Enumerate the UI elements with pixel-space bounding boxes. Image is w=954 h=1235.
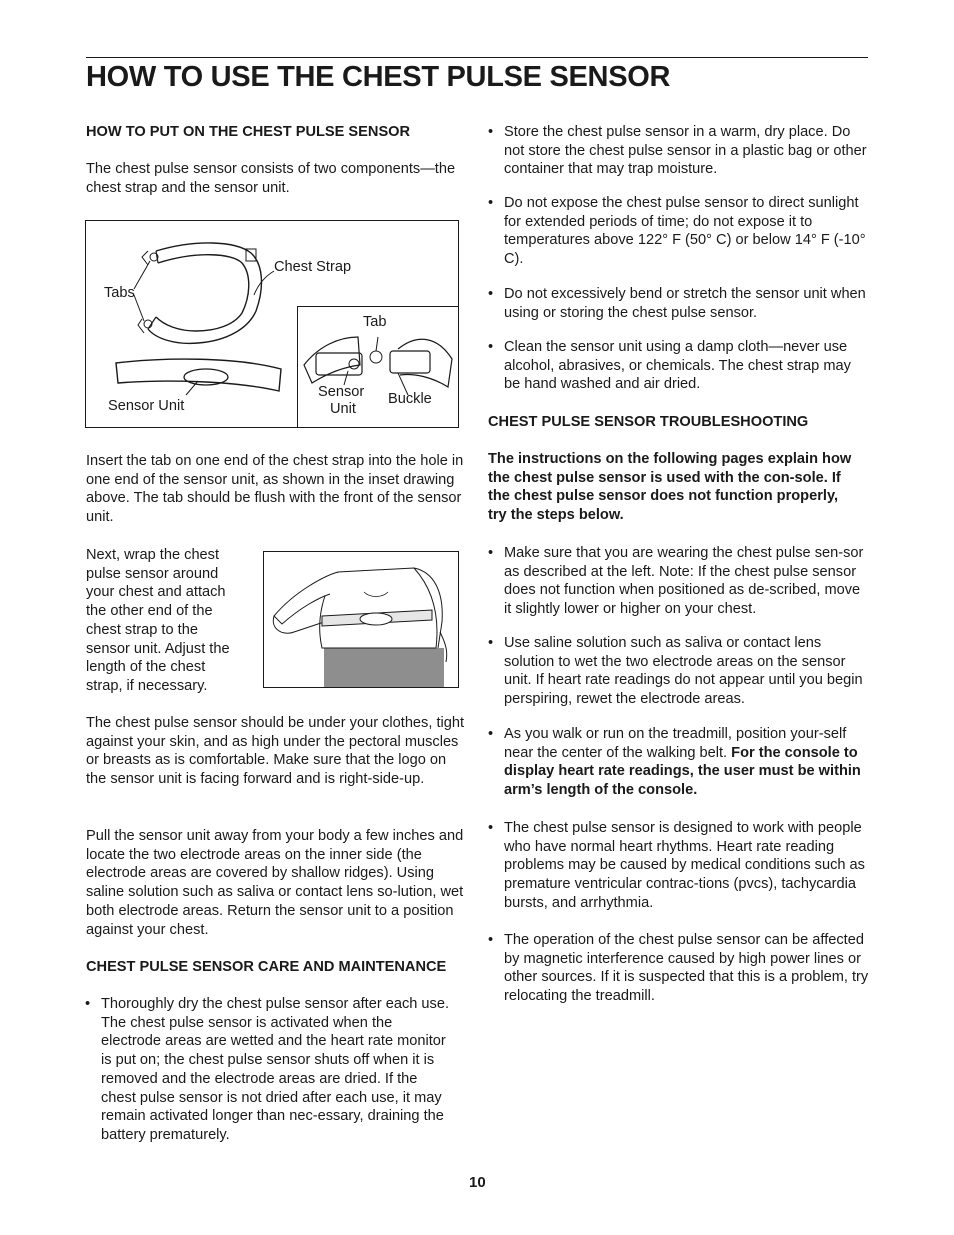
care-bullet-item bbox=[85, 995, 451, 1145]
trouble-bullet-saline bbox=[488, 634, 870, 709]
trouble-bullet-wearing bbox=[488, 544, 870, 619]
bullet-dot: • bbox=[488, 932, 494, 948]
label-sensor-unit: Sensor Unit bbox=[108, 398, 185, 414]
care-bullet-text: Do not expose the chest pulse sensor to direct sunlight for extended periods of time; do not expose it to temperatures above 122° F (50° C) or below 14° F (-10° C). bbox=[504, 195, 866, 268]
care-bullet-text: Thoroughly dry the chest pulse sensor after each use. The chest pulse sensor is activated when the electrode areas are wetted and the heart rate monitor is put on; the chest pulse sensor shuts off when it is removed and the electrode areas are dried. If the chest pulse sensor is not dried after each use, it may remain activated longer than nec-essary, draining the battery prematurely. bbox=[101, 996, 450, 1143]
page-number: 10 bbox=[469, 1174, 486, 1191]
trouble-bullet-text: Make sure that you are wearing the chest pulse sen-sor as described at the left. Note: If the chest pulse sensor does not function when positioned as de-scribed, move it slightly lower or higher on your chest. bbox=[504, 545, 864, 618]
page-title: HOW TO USE THE CHEST PULSE SENSOR bbox=[86, 61, 671, 93]
pull-sensor-paragraph: Pull the sensor unit away from your body a few inches and locate the two electrode areas on the inner side (the electrode areas are covered by shallow ridges). Using saline solution such as saliva or contact lens so-lution, wet both electrode areas. Return the sensor unit to a position against your chest. bbox=[86, 828, 464, 938]
care-bullet-store bbox=[488, 123, 870, 179]
bullet-dot: • bbox=[488, 124, 494, 140]
wearing-sensor-photo bbox=[263, 551, 459, 688]
under-clothes-paragraph: The chest pulse sensor should be under your clothes, tight against your skin, and as high under the pectoral muscles or breasts as is comfortable. Make sure that the logo on the sensor unit is facing forward and is right-side-up. bbox=[86, 715, 465, 788]
care-bullet-text: Clean the sensor unit using a damp cloth—never use alcohol, abrasives, or chemicals. The chest strap may be hand washed and air dried. bbox=[504, 339, 851, 393]
trouble-bullet-text: The operation of the chest pulse sensor can be affected by magnetic interference caused by high power lines or other sources. If it is suspected that this is a problem, try relocating the treadmill. bbox=[504, 932, 869, 1005]
bullet-dot: • bbox=[488, 339, 494, 355]
troubleshooting-heading: CHEST PULSE SENSOR TROUBLESHOOTING bbox=[488, 414, 809, 430]
label-chest-strap: Chest Strap bbox=[274, 259, 352, 275]
care-heading: CHEST PULSE SENSOR CARE AND MAINTENANCE bbox=[86, 959, 447, 975]
label-tabs: Tabs bbox=[104, 285, 135, 301]
bullet-dot: • bbox=[488, 195, 494, 211]
trouble-bullet-text: As you walk or run on the treadmill, position your-self near the center of the walking belt. bbox=[504, 726, 847, 761]
trouble-bullet-treadmill bbox=[488, 725, 870, 800]
trouble-bullet-text: Use saline solution such as saliva or contact lens solution to wet the two electrode areas on the sensor unit. If heart rate readings do not appear until you begin perspiring, rewet the electrode areas. bbox=[504, 635, 863, 708]
trouble-bullet-rhythms bbox=[488, 819, 870, 913]
care-bullet-text: Do not excessively bend or stretch the sensor unit when using or storing the chest pulse sensor. bbox=[504, 286, 866, 321]
intro-paragraph: The chest pulse sensor consists of two components—the chest strap and the sensor unit. bbox=[86, 161, 456, 196]
torso-drawing bbox=[264, 552, 458, 687]
trouble-bullet-text: The chest pulse sensor is designed to work with people who have normal heart rhythms. Heart rate reading problems may be caused by medical conditions such as premature ventricular contrac-tions (pvcs), tachycardia bursts, and arrhythmia. bbox=[504, 820, 865, 911]
label-inset-unit: Unit bbox=[330, 401, 356, 417]
label-buckle: Buckle bbox=[388, 391, 432, 407]
bullet-dot: • bbox=[488, 820, 494, 836]
top-rule bbox=[86, 57, 868, 58]
label-tab: Tab bbox=[363, 314, 387, 330]
put-on-heading: HOW TO PUT ON THE CHEST PULSE SENSOR bbox=[86, 124, 411, 140]
troubleshooting-intro: The instructions on the following pages explain how the chest pulse sensor is used with the con-sole. If the chest pulse sensor does not function properly, try the steps below. bbox=[488, 451, 852, 524]
trouble-bullet-bold-text: For the console to display heart rate readings, the user must be within arm’s length of the console. bbox=[504, 744, 861, 799]
label-inset-sensor: Sensor bbox=[318, 384, 365, 400]
care-bullet-bend bbox=[488, 285, 870, 322]
bullet-dot: • bbox=[488, 635, 494, 651]
bullet-dot: • bbox=[488, 545, 494, 561]
insert-paragraph: Insert the tab on one end of the chest strap into the hole in one end of the sensor unit, as shown in the inset drawing above. The tab should be flush with the front of the sensor unit. bbox=[86, 453, 464, 526]
bullet-dot: • bbox=[488, 726, 494, 742]
bullet-dot: • bbox=[85, 996, 91, 1012]
care-bullet-text: Store the chest pulse sensor in a warm, dry place. Do not store the chest pulse sensor in a plastic bag or other container that may trap moisture. bbox=[504, 124, 867, 178]
wrap-paragraph: Next, wrap the chest pulse sensor around your chest and attach the other end of the chest strap to the sensor unit. Adjust the length of the chest strap, if necessary. bbox=[86, 547, 230, 694]
care-bullet-clean bbox=[488, 338, 870, 394]
care-bullet-sunlight bbox=[488, 194, 870, 269]
bullet-dot: • bbox=[488, 286, 494, 302]
trouble-bullet-interference bbox=[488, 931, 870, 1006]
